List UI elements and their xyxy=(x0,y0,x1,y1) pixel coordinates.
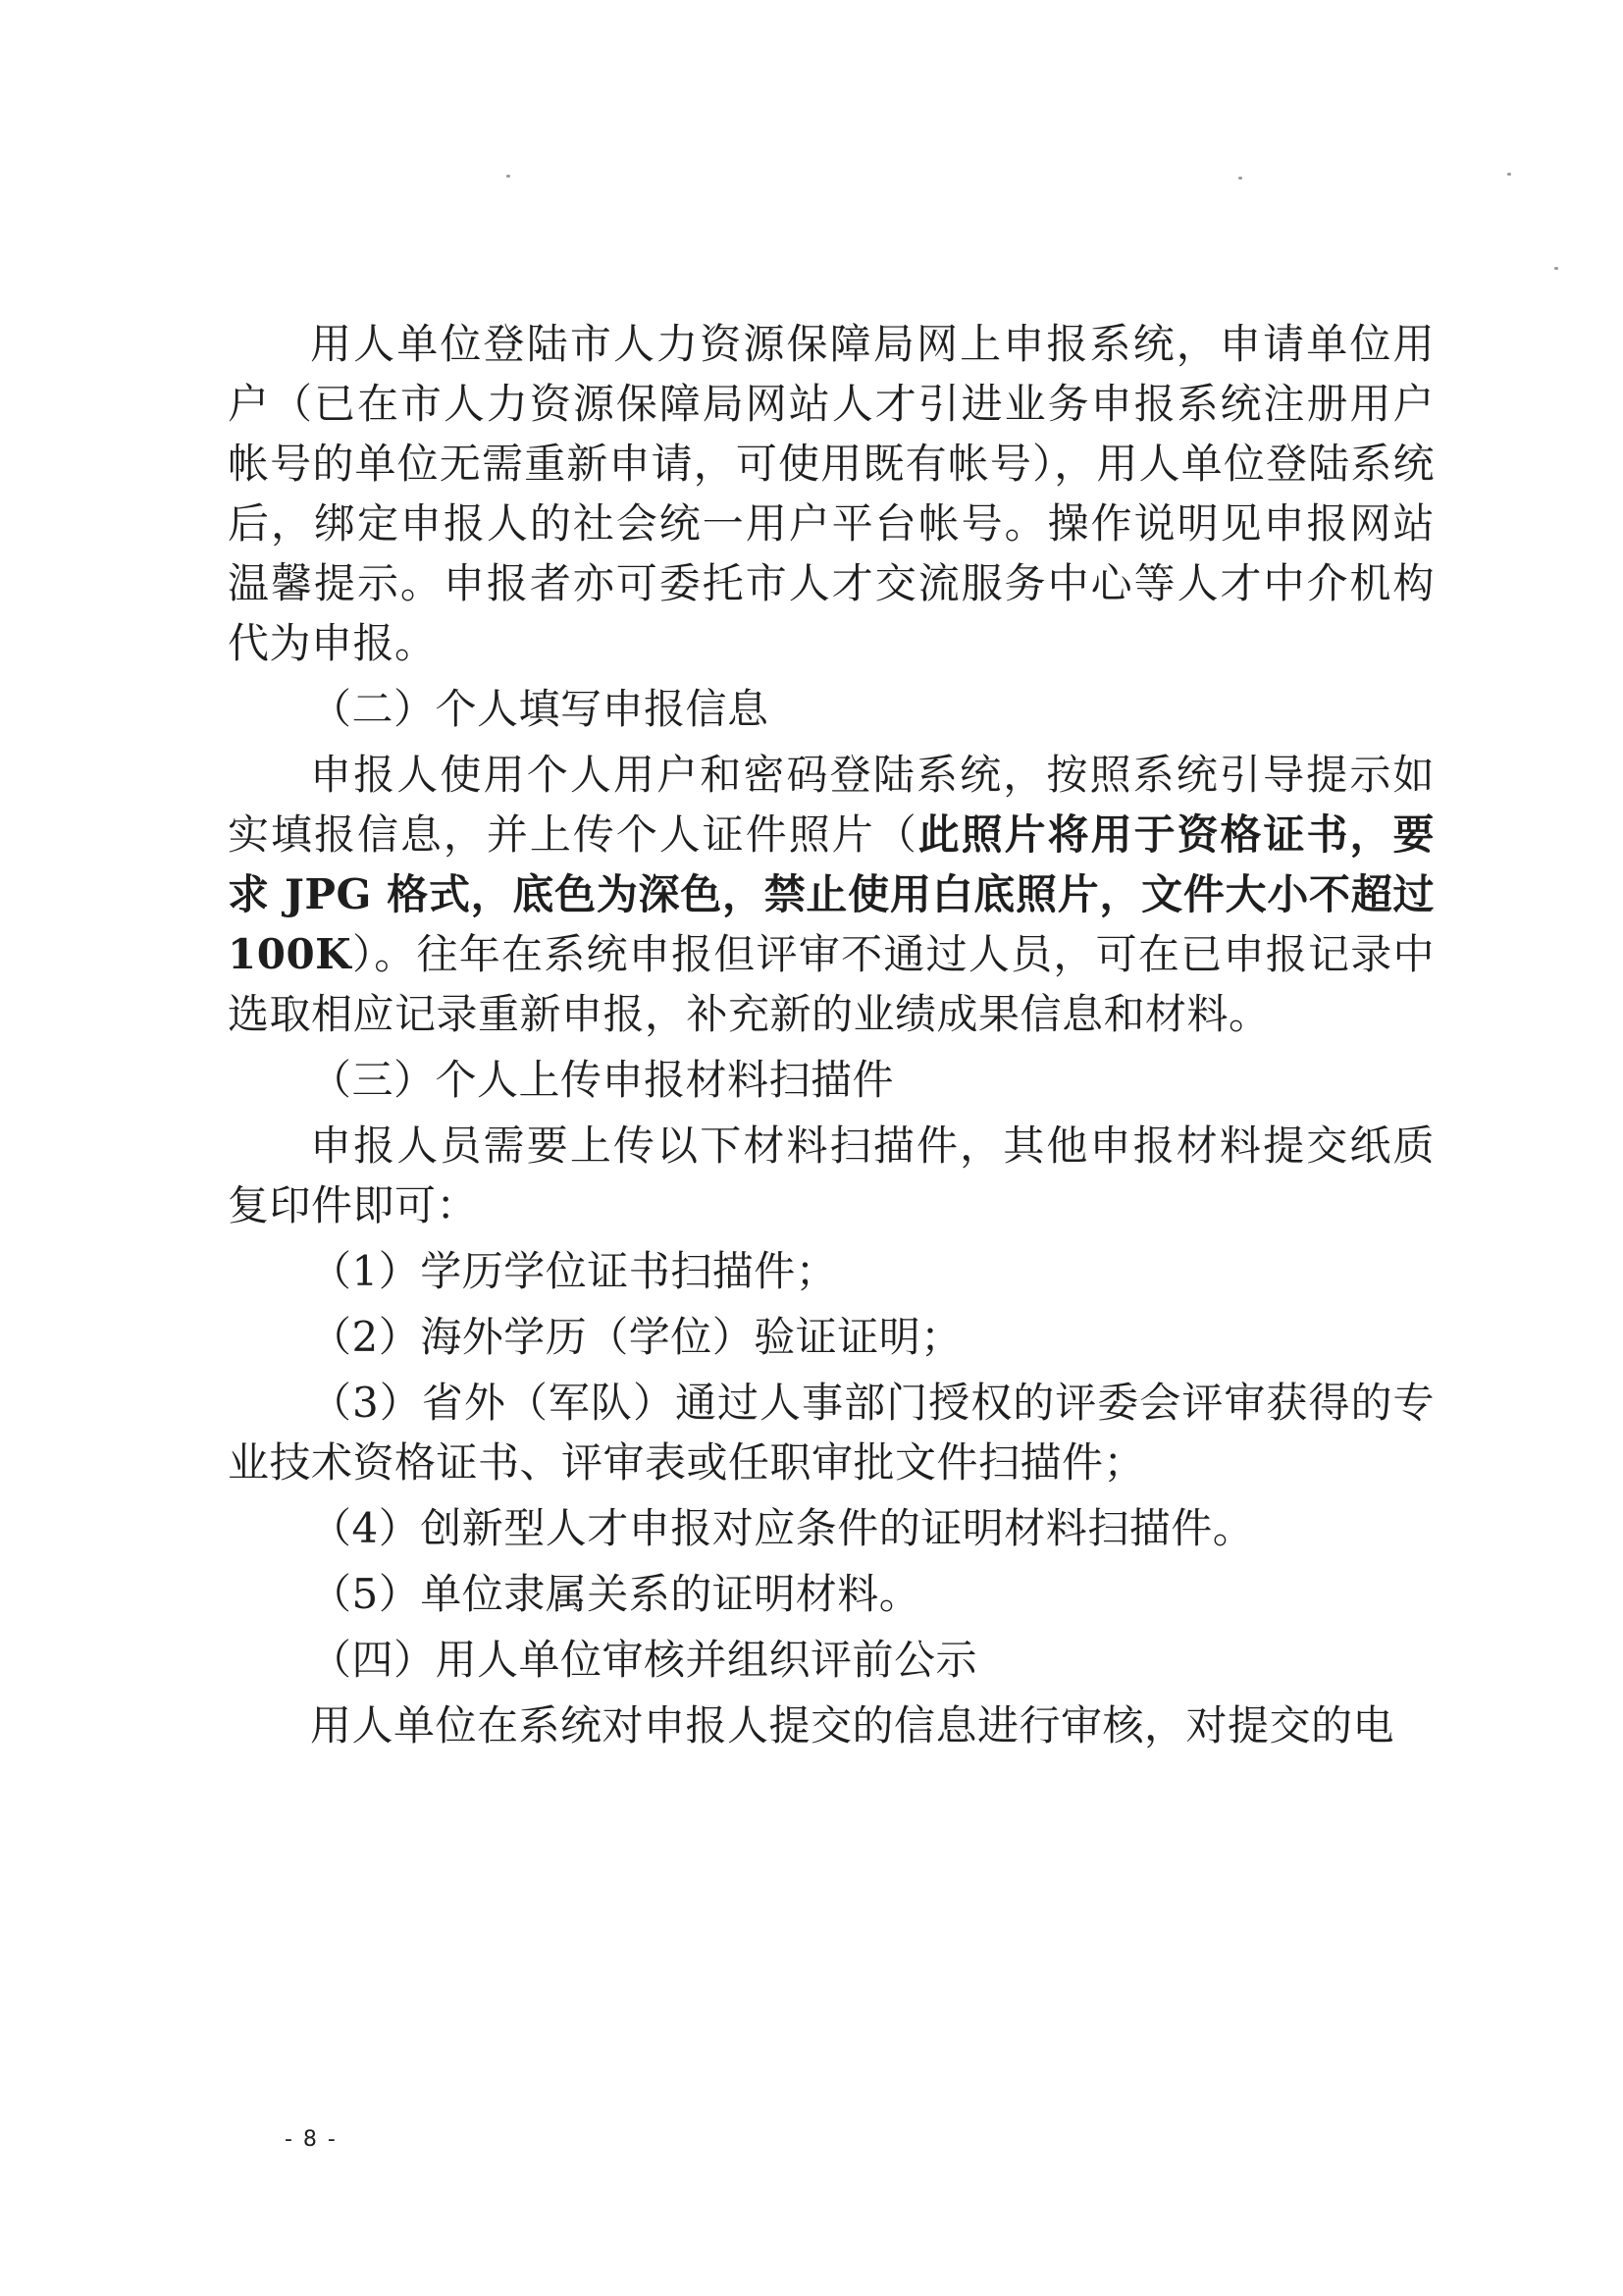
list-item: （4）创新型人才申报对应条件的证明材料扫描件。 xyxy=(310,1504,1255,1552)
list-item: （2）海外学历（学位）验证证明； xyxy=(310,1313,963,1361)
paragraph-fill-info-text-2: ）。往年在系统申报但评审不通过人员，可在已申报记录中选取相应记录重新申报，补充新的业绩成果信息和材料。 xyxy=(228,930,1435,1038)
document-body xyxy=(228,314,1435,1755)
scan-speck xyxy=(506,175,510,178)
photo-requirements-bold: 此照片将用于资格证书，要求 JPG 格式，底色为深色，禁止使用白底照片，文件大小不超过 100K xyxy=(228,810,1435,978)
paragraph-registration: 用人单位登陆市人力资源保障局网上申报系统，申请单位用户（已在市人力资源保障局网站人才引进业务申报系统注册用户帐号的单位无需重新申请，可使用既有帐号），用人单位登陆系统后，绑定申报人的社会统一用户平台帐号。操作说明见申报网站温馨提示。申报者亦可委托市人才交流服务中心等人才中介机构代为申报。 xyxy=(228,320,1435,667)
scan-speck xyxy=(1238,177,1242,180)
paragraph-upload-scans: 申报人员需要上传以下材料扫描件，其他申报材料提交纸质复印件即可： xyxy=(228,1122,1435,1229)
scan-speck xyxy=(1507,173,1511,176)
page-number: - 8 - xyxy=(285,2127,338,2152)
list-item: （5）单位隶属关系的证明材料。 xyxy=(310,1570,921,1618)
paragraph-fill-info xyxy=(228,745,1435,1044)
section-heading-3: （三）个人上传申报材料扫描件 xyxy=(310,1056,895,1104)
paragraph-fill-info-text-1: 申报人使用个人用户和密码登陆系统，按照系统引导提示如实填报信息，并上传个人证件照片（ xyxy=(228,751,1435,859)
section-heading-2: （二）个人填写申报信息 xyxy=(310,685,769,733)
paragraph-unit-review: 用人单位在系统对申报人提交的信息进行审核，对提交的电 xyxy=(310,1701,1395,1749)
scan-speck xyxy=(1554,267,1558,270)
list-item: （3）省外（军队）通过人事部门授权的评委会评审获得的专业技术资格证书、评审表或任职审批文件扫描件； xyxy=(228,1379,1435,1487)
list-item: （1）学历学位证书扫描件； xyxy=(310,1247,838,1295)
section-heading-4: （四）用人单位审核并组织评前公示 xyxy=(310,1636,978,1684)
